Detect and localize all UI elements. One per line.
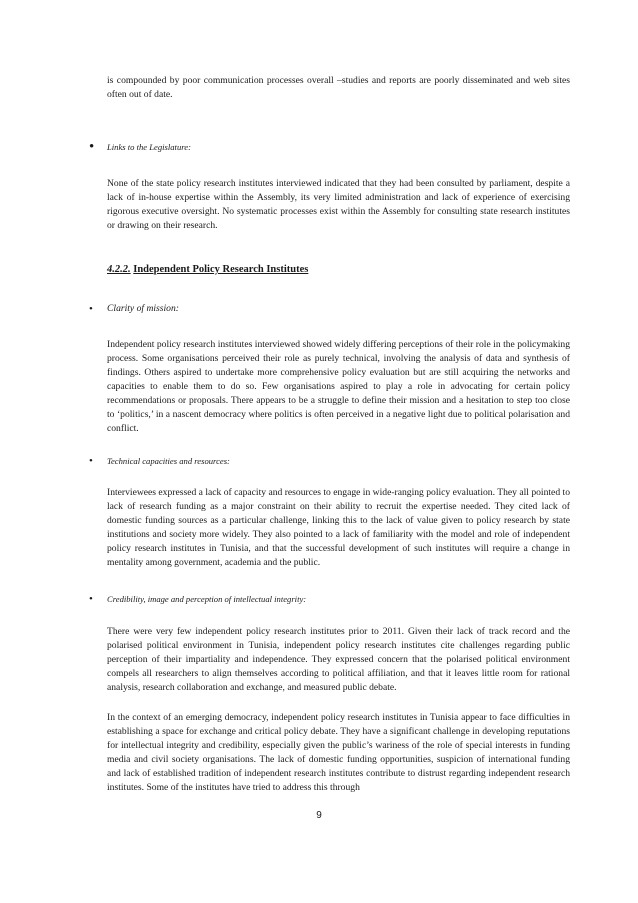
bullet-icon: • <box>89 139 95 155</box>
bullet-credibility <box>89 592 569 606</box>
paragraph-credibility: There were very few independent policy research institutes prior to 2011. Given their lack of track record and the polarised political environment in Tunisia, independent policy research institutes cite challenges regarding public perception of their impartiality and independence. They expressed concern that the polarised political environment compels all researchers to align themselves according to political affiliation, and that it leaves little room for rational analysis, research collaboration and exchange, and measured public debate. <box>107 626 570 693</box>
bullet-icon: • <box>89 303 93 315</box>
bullet-label: Technical capacities and resources: <box>107 456 230 466</box>
paragraph-communication-continued: is compounded by poor communication processes overall –studies and reports are poorly disseminated and web sites often out of date. <box>107 75 570 100</box>
bullet-label: Clarity of mission: <box>107 303 179 314</box>
bullet-label: Links to the Legislature: <box>107 142 191 152</box>
bullet-links-to-legislature <box>89 140 569 154</box>
paragraph-clarity-of-mission: Independent policy research institutes interviewed showed widely differing perceptions of their role in the policymaking process. Some organisations perceived their role as purely technical, involving the analysis of data and synthesis of findings. Others aspired to undertake more comprehensive policy evaluation but are still acquiring the networks and capacities to enable them to do so. Few organisations aspired to play a role in advocating for certain policy recommendations or proposals. There appears to be a struggle to define their mission and a hesitation to step too close to ‘politics,’ in a nascent democracy where politics is often perceived in a negative light due to political polarisation and conflict. <box>107 339 570 434</box>
section-heading <box>107 262 570 278</box>
section-title: Independent Policy Research Institutes <box>133 264 309 275</box>
bullet-icon: • <box>89 593 93 605</box>
bullet-technical-capacities <box>89 454 569 468</box>
page-number: 9 <box>316 810 322 821</box>
section-number: 4.2.2. <box>107 264 131 275</box>
bullet-clarity-of-mission <box>89 302 569 316</box>
paragraph-legislature: None of the state policy research institutes interviewed indicated that they had been consulted by parliament, despite a lack of in-house expertise within the Assembly, its very limited administration and lack of experience of exercising rigorous executive oversight. No systematic processes exist within the Assembly for consulting state research institutes or drawing on their research. <box>107 178 570 231</box>
paragraph-emerging-democracy: In the context of an emerging democracy, independent policy research institutes in Tunisia appear to face difficulties in establishing a space for exchange and critical policy debate. They have a significant challenge in developing reputations for intellectual integrity and credibility, especially given the public’s wariness of the role of special interests in funding media and civil society organisations. The lack of domestic funding opportunities, suspicion of international funding and lack of established tradition of independent research institutes contribute to distrust regarding independent research institutes. Some of the institutes have tried to address this through <box>107 712 570 793</box>
bullet-icon: • <box>89 455 93 467</box>
paragraph-technical-capacities: Interviewees expressed a lack of capacity and resources to engage in wide-ranging policy evaluation. They all pointed to lack of research funding as a major constraint on their ability to recruit the expertise needed. They cited lack of domestic funding sources as a particular challenge, linking this to the lack of value given to policy research by state institutions and society more widely. They also pointed to a lack of familiarity with the model and role of independent policy research institutes in Tunisia, and that the successful development of such institutes will require a change in mentality among government, academia and the public. <box>107 487 570 568</box>
bullet-label: Credibility, image and perception of intellectual integrity: <box>107 594 307 604</box>
